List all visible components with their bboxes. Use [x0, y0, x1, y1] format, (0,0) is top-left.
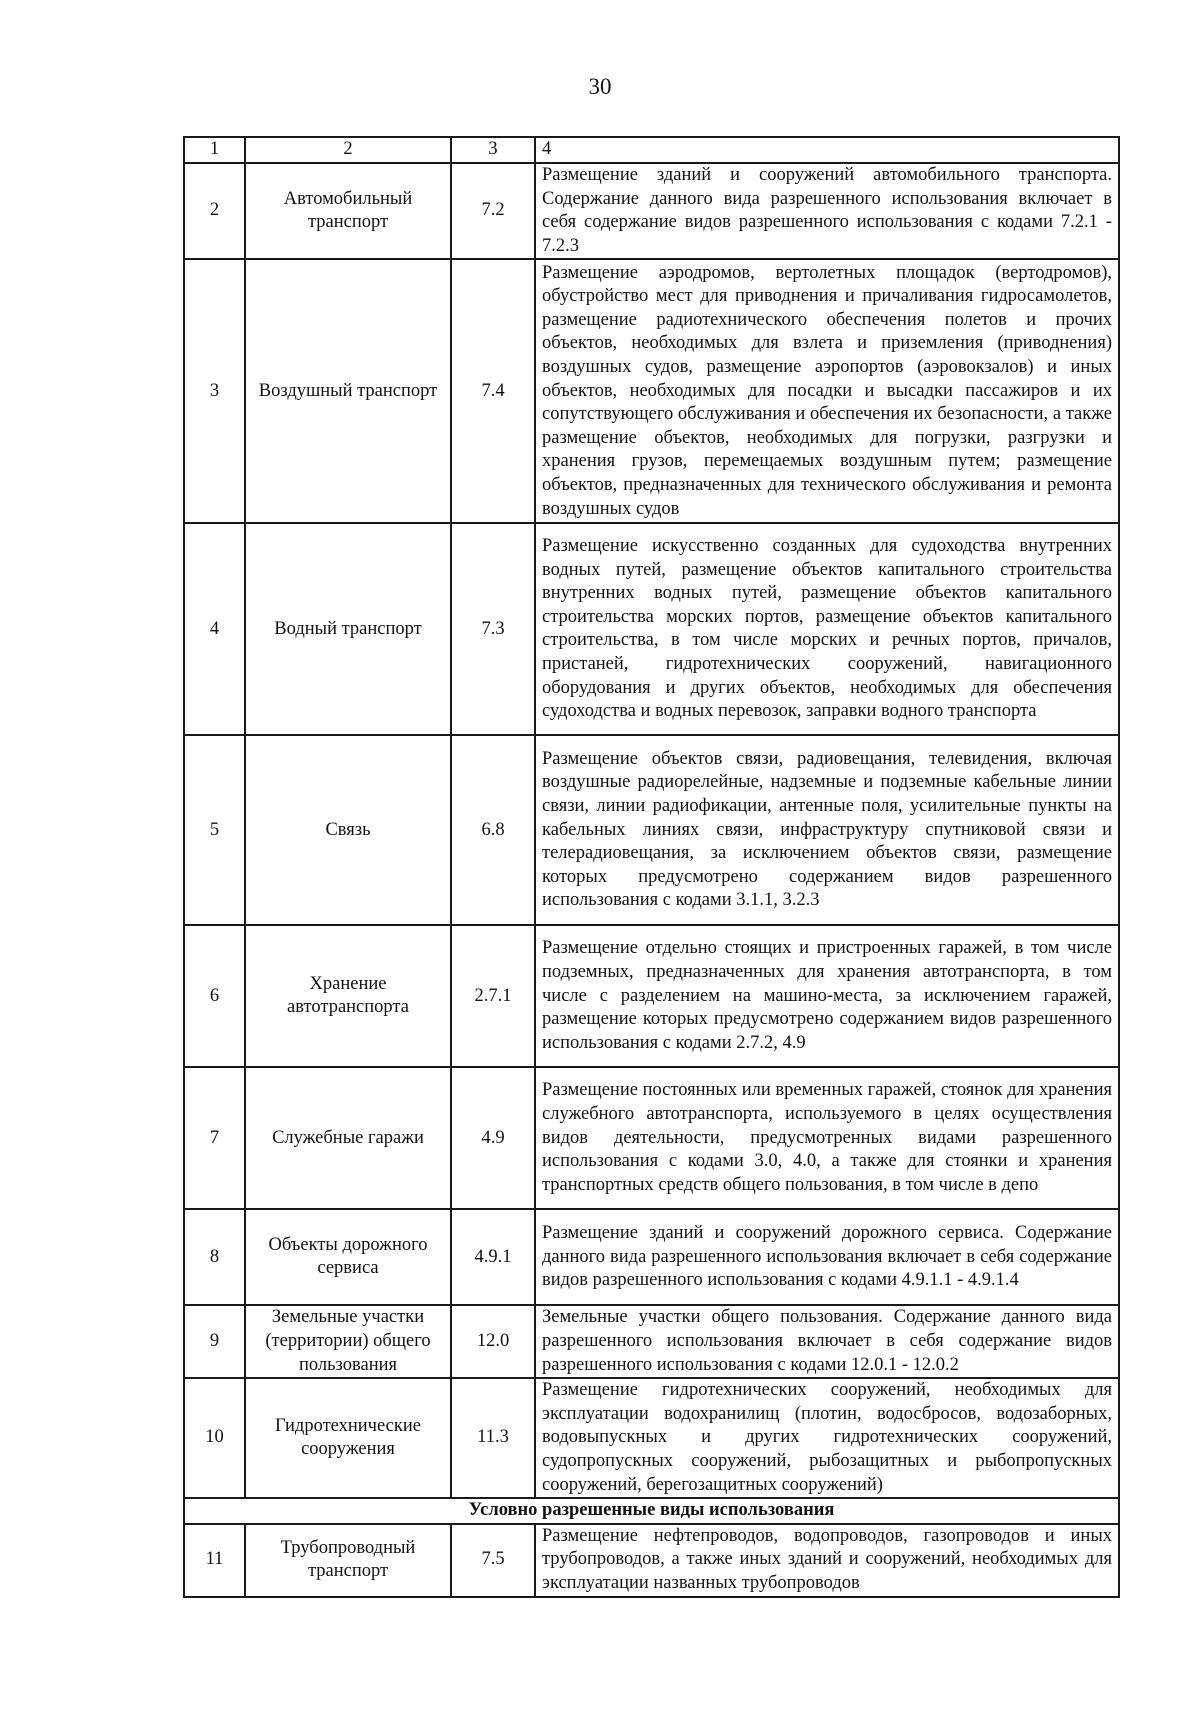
table-row	[184, 1378, 1119, 1498]
row-number: 9	[184, 1305, 245, 1378]
use-description: Размещение аэродромов, вертолетных площадок (вертодромов), обустройство мест для приводнения и причаливания гидросамолетов, размещение радиотехнического обеспечения полетов и прочих объектов, необходимых для взлета и приземления (приводнения) воздушных судов, размещение аэропортов (аэровокзалов) и иных объектов, необходимых для посадки и высадки пассажиров и их сопутствующего обслуживания и обеспечения их безопасности, а также размещение объектов, необходимых для погрузки, разгрузки и хранения грузов, перемещаемых воздушным путем; размещение объектов, предназначенных для технического обслуживания и ремонта воздушных судов	[535, 259, 1119, 523]
table-header-row	[184, 137, 1119, 163]
row-number: 8	[184, 1209, 245, 1305]
section-title: Условно разрешенные виды использования	[184, 1498, 1119, 1524]
use-description: Размещение объектов связи, радиовещания, телевидения, включая воздушные радиорелейные, надземные и подземные кабельные линии связи, линии радиофикации, антенные поля, усилительные пункты на кабельных линиях связи, инфраструктуру спутниковой связи и телерадиовещания, за исключением объектов связи, размещение которых предусмотрено содержанием видов разрешенного использования с кодами 3.1.1, 3.2.3	[535, 735, 1119, 925]
use-name: Служебные гаражи	[245, 1067, 451, 1209]
use-code: 12.0	[451, 1305, 535, 1378]
row-number: 5	[184, 735, 245, 925]
use-description: Размещение нефтепроводов, водопроводов, газопроводов и иных трубопроводов, а также иных зданий и сооружений, необходимых для эксплуатации названных трубопроводов	[535, 1524, 1119, 1597]
header-col-1: 1	[184, 137, 245, 163]
use-name: Трубопроводный транспорт	[245, 1524, 451, 1597]
use-description: Земельные участки общего пользования. Содержание данного вида разрешенного использования включает в себя содержание видов разрешенного использования с кодами 12.0.1 - 12.0.2	[535, 1305, 1119, 1378]
use-description: Размещение зданий и сооружений автомобильного транспорта. Содержание данного вида разрешенного использования включает в себя содержание видов разрешенного использования с кодами 7.2.1 - 7.2.3	[535, 163, 1119, 259]
use-code: 7.3	[451, 523, 535, 735]
header-col-2: 2	[245, 137, 451, 163]
table-row	[184, 259, 1119, 523]
table-row	[184, 1209, 1119, 1305]
row-number: 2	[184, 163, 245, 259]
header-col-3: 3	[451, 137, 535, 163]
use-code: 4.9	[451, 1067, 535, 1209]
row-number: 7	[184, 1067, 245, 1209]
table-row	[184, 523, 1119, 735]
table-row	[184, 1305, 1119, 1378]
section-header-row	[184, 1498, 1119, 1524]
use-description: Размещение гидротехнических сооружений, необходимых для эксплуатации водохранилищ (плотин, водосбросов, водозаборных, водовыпускных и других гидротехнических сооружений, судопропускных сооружений, рыбозащитных и рыбопропускных сооружений, берегозащитных сооружений)	[535, 1378, 1119, 1498]
table-row	[184, 925, 1119, 1067]
use-name: Водный транспорт	[245, 523, 451, 735]
table-row	[184, 1067, 1119, 1209]
header-col-4: 4	[535, 137, 1119, 163]
row-number: 10	[184, 1378, 245, 1498]
use-code: 11.3	[451, 1378, 535, 1498]
land-use-table	[183, 136, 1120, 1598]
use-name: Хранение автотранспорта	[245, 925, 451, 1067]
row-number: 4	[184, 523, 245, 735]
table-row	[184, 163, 1119, 259]
table-row	[184, 735, 1119, 925]
use-name: Автомобильный транспорт	[245, 163, 451, 259]
use-code: 2.7.1	[451, 925, 535, 1067]
row-number: 6	[184, 925, 245, 1067]
use-description: Размещение зданий и сооружений дорожного сервиса. Содержание данного вида разрешенного использования включает в себя содержание видов разрешенного использования с кодами 4.9.1.1 - 4.9.1.4	[535, 1209, 1119, 1305]
use-code: 7.5	[451, 1524, 535, 1597]
use-description: Размещение постоянных или временных гаражей, стоянок для хранения служебного автотранспорта, используемого в целях осуществления видов деятельности, предусмотренных видами разрешенного использования с кодами 3.0, 4.0, а также для стоянки и хранения транспортных средств общего пользования, в том числе в депо	[535, 1067, 1119, 1209]
use-code: 7.4	[451, 259, 535, 523]
table-row	[184, 1524, 1119, 1597]
use-code: 7.2	[451, 163, 535, 259]
use-name: Воздушный транспорт	[245, 259, 451, 523]
use-code: 6.8	[451, 735, 535, 925]
use-name: Связь	[245, 735, 451, 925]
row-number: 11	[184, 1524, 245, 1597]
use-name: Земельные участки (территории) общего пользования	[245, 1305, 451, 1378]
use-description: Размещение отдельно стоящих и пристроенных гаражей, в том числе подземных, предназначенных для хранения автотранспорта, в том числе с разделением на машино-места, за исключением гаражей, размещение которых предусмотрено содержанием видов разрешенного использования с кодами 2.7.2, 4.9	[535, 925, 1119, 1067]
row-number: 3	[184, 259, 245, 523]
use-name: Гидротехнические сооружения	[245, 1378, 451, 1498]
page-number: 30	[588, 74, 612, 99]
use-name: Объекты дорожного сервиса	[245, 1209, 451, 1305]
use-code: 4.9.1	[451, 1209, 535, 1305]
use-description: Размещение искусственно созданных для судоходства внутренних водных путей, размещение объектов капитального строительства внутренних водных путей, размещение объектов капитального строительства морских портов, размещение объектов капитального строительства, в том числе морских и речных портов, причалов, пристаней, гидротехнических сооружений, навигационного оборудования и других объектов, необходимых для обеспечения судоходства и водных перевозок, заправки водного транспорта	[535, 523, 1119, 735]
